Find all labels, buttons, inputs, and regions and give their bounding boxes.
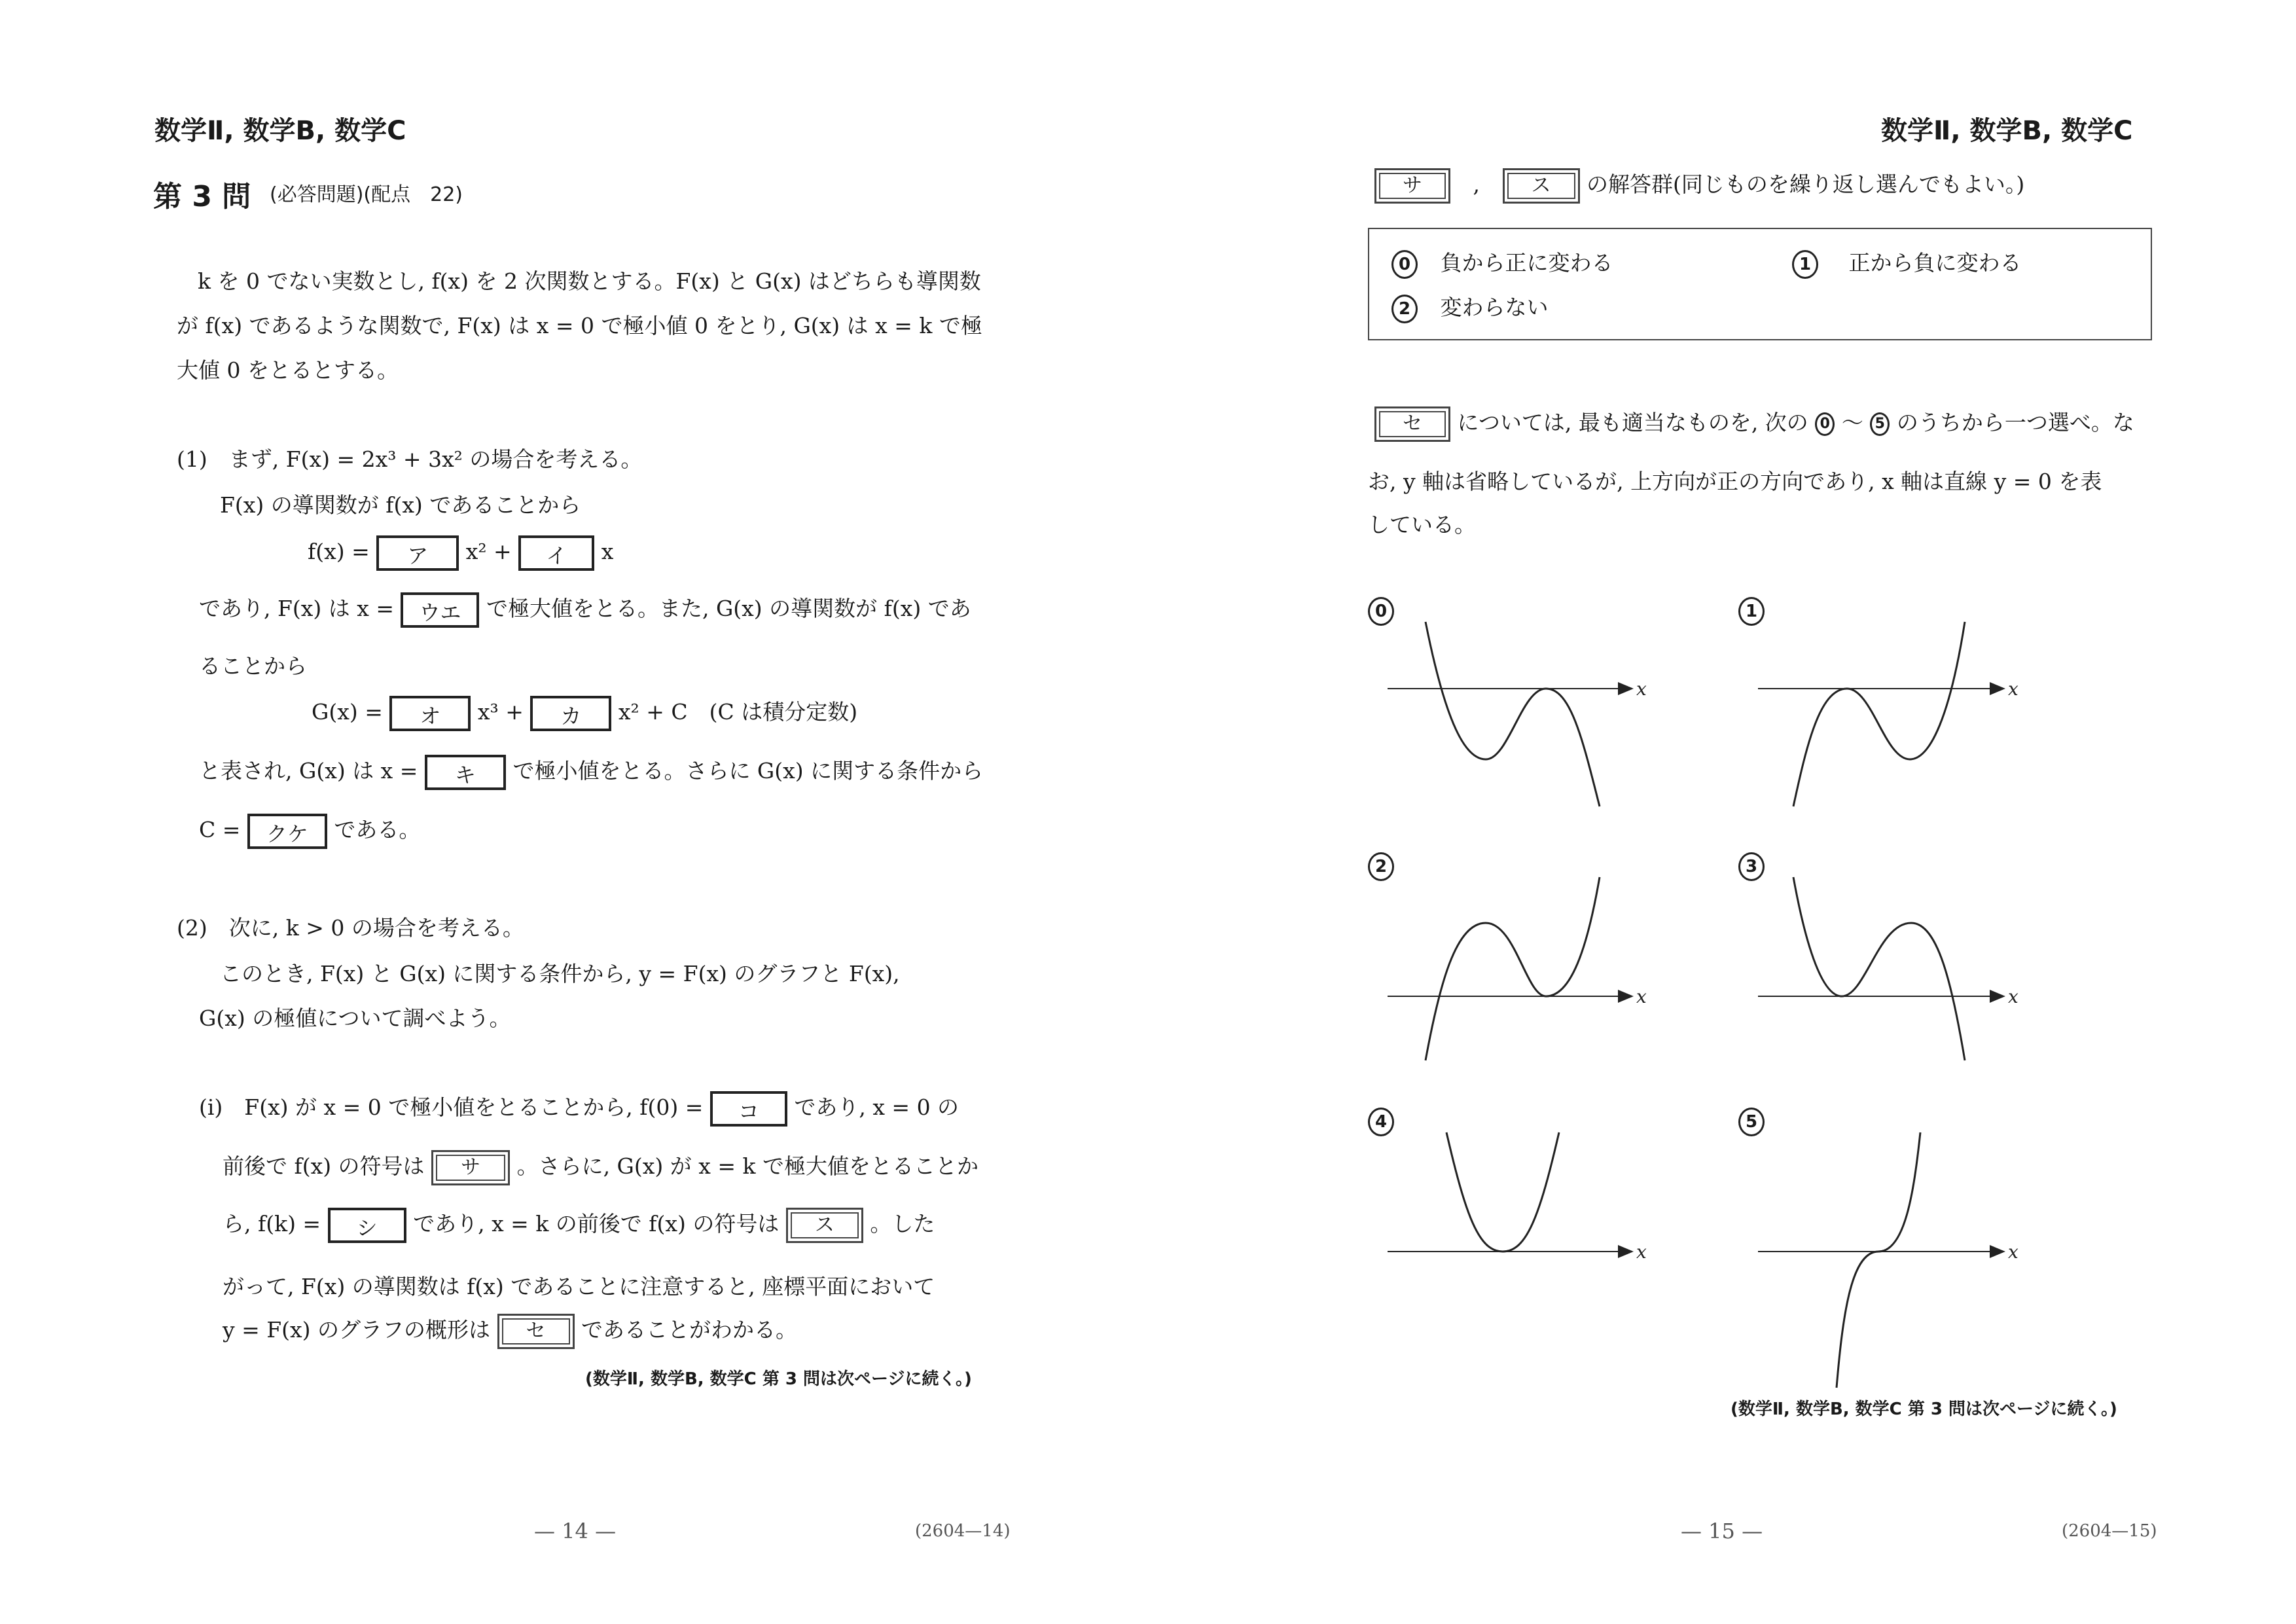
part-i-line-2-post: 。さらに, G(x) が x = k で極大値をとることか (516, 1153, 978, 1179)
answer-box-se[interactable]: セ (497, 1314, 575, 1349)
choice-2[interactable] (1391, 291, 1549, 323)
part-i-line-3 (223, 1207, 935, 1243)
graph-4[interactable] (1388, 1132, 1631, 1252)
choice-1-text: 正から負に変わる (1848, 250, 2022, 276)
equation-g-lhs: G(x) = (312, 699, 383, 725)
se-instruction-tail: のうちから一つ選べ。な (1896, 410, 2134, 435)
part1-line-5: ることから (199, 653, 307, 679)
graph-1-axis-label: x (2008, 678, 2018, 700)
right-continue-note: (数学Ⅱ, 数学B, 数学C 第 3 問は次ページに続く。) (1731, 1399, 2117, 1419)
graph-label-2: 2 (1368, 852, 1394, 881)
part-i-line-5 (223, 1313, 797, 1349)
se-instruction-line-1 (1374, 406, 2134, 442)
part1-line-8 (199, 813, 420, 849)
choice-2-text: 変わらない (1440, 295, 1549, 320)
se-instruction-line-2: お, y 軸は省略しているが, 上方向が正の方向であり, x 軸は直線 y = 0 を表 (1368, 469, 2102, 494)
graph-0[interactable] (1388, 622, 1631, 806)
problem-title: 第 3 問 (153, 180, 251, 213)
part1-line-8-post: である。 (334, 817, 421, 842)
part-i-line-3-pre: ら, f(k) = (223, 1211, 321, 1236)
graph-2[interactable] (1388, 877, 1631, 1060)
se-box[interactable]: セ (1374, 406, 1450, 442)
equation-g-mid: x³ + (477, 699, 524, 725)
right-page-header: 数学Ⅱ, 数学B, 数学C (1881, 116, 2133, 146)
part1-line-2: F(x) の導関数が f(x) であることから (220, 492, 581, 518)
left-page-number: — 14 — (534, 1519, 617, 1543)
graph-label-0: 0 (1368, 597, 1394, 626)
part-i-line-4: がって, F(x) の導関数は f(x) であることに注意すると, 座標平面において (223, 1274, 935, 1299)
graph-5-curve (1837, 1132, 1920, 1388)
graph-0-axis-label: x (1636, 678, 1647, 700)
answer-box-ka[interactable]: カ (530, 696, 611, 731)
part-i-line-1-post: であり, x = 0 の (794, 1094, 960, 1120)
choice-0[interactable] (1391, 246, 1613, 279)
se-instruction-text: については, 最も適当なものを, 次の (1457, 410, 1808, 435)
left-continue-note: (数学Ⅱ, 数学B, 数学C 第 3 問は次ページに続く。) (585, 1369, 972, 1389)
intro-line-1: k を 0 でない実数とし, f(x) を 2 次関数とする。F(x) と G(x) はどちらも導関数 (198, 268, 981, 294)
answer-box-kuke[interactable]: クケ (247, 814, 327, 849)
graph-5-axis-label: x (2008, 1241, 2018, 1263)
se-range-separator: ～ (1841, 410, 1863, 435)
part1-heading: (1) まず, F(x) = 2x³ + 3x² の場合を考える。 (177, 446, 643, 472)
graph-label-5: 5 (1738, 1108, 1765, 1136)
part-i-line-3-mid: であり, x = k の前後で f(x) の符号は (413, 1211, 780, 1236)
group-box-su[interactable]: ス (1503, 168, 1580, 204)
part1-line-7-pre: と表され, G(x) は x = (199, 758, 418, 784)
choice-frame (1368, 228, 2152, 340)
se-instruction-line-3: している。 (1368, 512, 1476, 537)
part-i-line-3-post: 。した (870, 1211, 935, 1236)
se-range-start: 0 (1815, 412, 1835, 436)
part-i-line-1-pre: (i) F(x) が x = 0 で極小値をとることから, f(0) = (199, 1094, 704, 1120)
graph-label-1: 1 (1738, 597, 1765, 626)
part1-line-4 (199, 592, 971, 628)
graph-2-axis-label: x (1636, 986, 1647, 1007)
choice-0-text: 負から正に変わる (1440, 250, 1613, 276)
right-page-number: — 15 — (1681, 1519, 1763, 1543)
left-page-header: 数学Ⅱ, 数学B, 数学C (154, 116, 406, 146)
graph-3-axis-label: x (2008, 986, 2018, 1007)
left-page-code: (2604—14) (915, 1521, 1011, 1541)
group-separator: , (1473, 171, 1480, 197)
answer-box-a[interactable]: ア (376, 535, 459, 571)
answer-box-shi[interactable]: シ (328, 1208, 406, 1243)
part-i-line-2 (223, 1149, 978, 1185)
part2-heading: (2) 次に, k > 0 の場合を考える。 (177, 915, 524, 941)
part1-line-7 (199, 754, 983, 790)
choice-1[interactable] (1792, 246, 2022, 279)
equation-g-tail: x² + C (C は積分定数) (618, 699, 858, 725)
right-page-code: (2604—15) (2062, 1521, 2157, 1541)
graph-options (1374, 615, 2134, 1401)
part-i-line-5-post: であることがわかる。 (581, 1317, 798, 1343)
part-i-line-1 (199, 1091, 959, 1127)
graph-2-curve (1426, 877, 1600, 1060)
graph-0-curve (1426, 622, 1600, 806)
graph-4-curve (1446, 1132, 1559, 1252)
answer-box-ki[interactable]: キ (425, 755, 506, 790)
graph-5[interactable] (1758, 1132, 2003, 1388)
graph-3[interactable] (1758, 877, 2003, 1060)
part-i-line-2-pre: 前後で f(x) の符号は (223, 1153, 425, 1179)
part1-line-4-pre: であり, F(x) は x = (199, 596, 394, 621)
graph-label-3: 3 (1738, 852, 1765, 881)
answer-group-label: の解答群(同じものを繰り返し選んでもよい。) (1587, 171, 2025, 197)
group-box-sa[interactable]: サ (1374, 168, 1450, 204)
part2-line-3: G(x) の極値について調べよう。 (199, 1005, 511, 1031)
answer-box-su[interactable]: ス (786, 1208, 863, 1243)
part2-line-2: このとき, F(x) と G(x) に関する条件から, y = F(x) のグラフと F(x), (220, 961, 900, 986)
equation-f (308, 535, 613, 571)
choice-2-number: 2 (1391, 295, 1418, 323)
graph-1-curve (1793, 622, 1965, 806)
intro-line-3: 大値 0 をとるとする。 (177, 357, 399, 383)
choice-1-number: 1 (1792, 250, 1818, 279)
se-range-end: 5 (1870, 412, 1890, 436)
answer-box-ko[interactable]: コ (710, 1091, 787, 1127)
part1-line-8-pre: C = (199, 817, 241, 842)
part-i-line-5-pre: y = F(x) のグラフの概形は (223, 1317, 491, 1343)
intro-line-2: が f(x) であるような関数で, F(x) は x = 0 で極小値 0 をとり, G(x) は x = k で極 (177, 313, 982, 338)
answer-box-o[interactable]: オ (389, 696, 471, 731)
answer-group-heading (1374, 168, 2024, 204)
answer-box-sa[interactable]: サ (431, 1150, 510, 1185)
equation-f-mid: x² + (465, 539, 512, 564)
graph-4-axis-label: x (1636, 1241, 1647, 1263)
answer-box-ue[interactable]: ウエ (401, 592, 479, 628)
part1-line-4-post: で極大値をとる。また, G(x) の導関数が f(x) であ (486, 596, 971, 621)
answer-box-i[interactable]: イ (518, 535, 594, 571)
equation-g (312, 695, 857, 731)
problem-note: (必答問題)(配点 22) (270, 183, 463, 206)
equation-f-tail: x (601, 539, 614, 564)
choice-0-number: 0 (1391, 250, 1418, 279)
equation-f-lhs: f(x) = (308, 539, 370, 564)
graph-1[interactable] (1758, 622, 2003, 806)
graph-label-4: 4 (1368, 1108, 1394, 1136)
graph-3-curve (1793, 877, 1965, 1060)
part1-line-7-post: で極小値をとる。さらに G(x) に関する条件から (512, 758, 984, 784)
